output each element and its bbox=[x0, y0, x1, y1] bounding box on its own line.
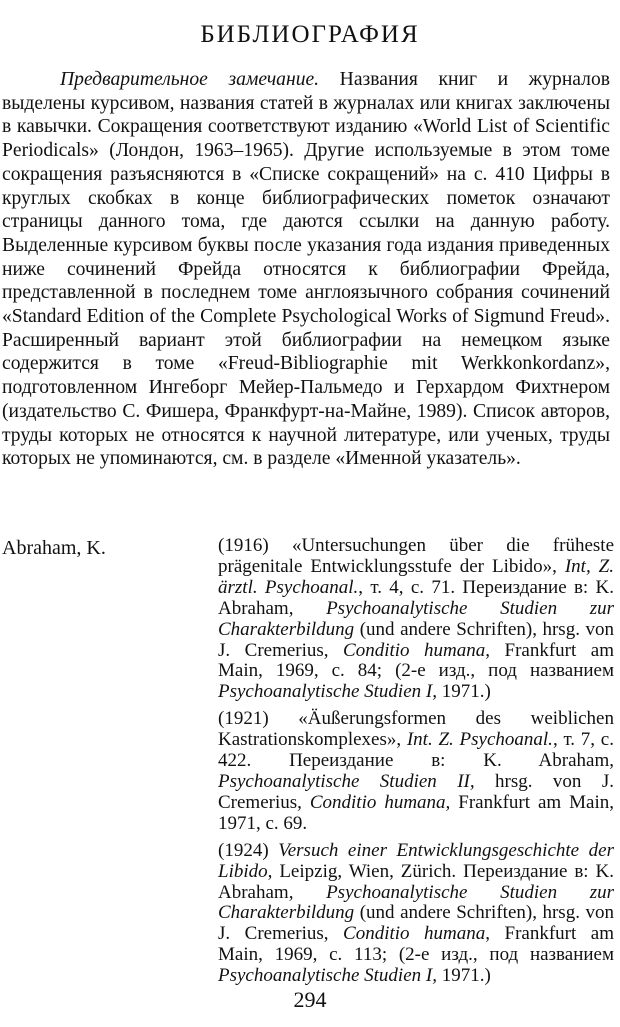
entry-text: , т. 7, с. 422. Переиздание в: K. Abraham, bbox=[218, 729, 614, 772]
entry-text: (und andere Schriften), hrsg. von J. Cremerius, bbox=[218, 618, 614, 661]
entry-text: (1921) «Äußerungsformen des weiblichen Kastrationskomplexes», bbox=[218, 708, 614, 751]
entry-italic: Psychoanalytische Studien II, bbox=[218, 770, 475, 792]
intro-text: Названия книг и журналов выделены курсивом, названия статей в журналах или книгах заключены в кавычки. Сокращения соответствуют изданию «World List of Scientific Periodicals» (Лондон, 1963–1965). Другие используемые в этом томе сокращения разъясняются в «Списке сокращений» на с. 410 Цифры в круглых скобках в конце библиографических пометок означают страницы данного тома, где даются ссылки на данную работу. Выделенные курсивом буквы после указания года издания приведенных ниже сочинений Фрейда относятся к библиографии Фрейда, представленной в последнем томе англоязычного собрания сочинений «Standard Edition of the Complete Psychological Works of Sigmund Freud». Расширенный вариант этой библиографии на немецком языке содержится в томе «Freud-Bibliographie mit Werkkonkordanz», подготовленном Ингеборг Мейер-Пальмедо и Герхардом Фихтнером (издательство С. Фишера, Франкфурт-на-Майне, 1989). Список авторов, труды которых не относятся к научной литературе, или ученых, труды которых не упоминаются, см. в разделе «Именной указатель». bbox=[2, 69, 610, 470]
entry-italic: Psychoanalytische Studien I, bbox=[218, 965, 437, 987]
entry-text: Frankfurt am Main, 1971, с. 69. bbox=[218, 791, 614, 834]
entry-text: , Frankfurt am Main, 1969, с. 113; (2-е изд., под названием bbox=[218, 923, 614, 966]
entry-text: 1971.) bbox=[436, 965, 491, 987]
bibliography-entry bbox=[218, 536, 614, 703]
bibliography-entry bbox=[218, 841, 614, 987]
entry-text: (1916) «Untersuchungen über die früheste prägenitale Entwicklungsstufe der Libido», bbox=[218, 535, 614, 577]
entry-text: 1971.) bbox=[436, 681, 491, 703]
entry-italic: Conditio humana, bbox=[309, 791, 451, 813]
entry-italic: Psychoanalytische Studien zur Charakterbildung bbox=[218, 597, 614, 640]
entry-text: (und andere Schriften), hrsg. von J. Cremerius, bbox=[218, 902, 614, 945]
entry-text: , т. 4, с. 71. Переиздание в: K. Abraham, bbox=[218, 576, 614, 619]
entry-text: hrsg. von J. Cremerius, bbox=[218, 770, 614, 813]
entry-italic: Conditio humana bbox=[343, 639, 486, 661]
bibliography-entry bbox=[218, 709, 614, 834]
entry-italic: Int. Z. Psychoanal. bbox=[406, 729, 553, 751]
intro-paragraph bbox=[2, 68, 610, 471]
entry-text: , Leipzig, Wien, Zürich. Переиздание в: K. Abraham, bbox=[218, 860, 614, 903]
page-title: БИБЛИОГРАФИЯ bbox=[200, 20, 420, 48]
entry-text: , Frankfurt am Main, 1969, с. 84; (2-е изд., под названием bbox=[218, 639, 614, 682]
page-number: 294 bbox=[293, 987, 327, 1012]
entry-italic: Conditio humana bbox=[343, 923, 486, 945]
entry-italic: Versuch einer Entwicklungsgeschichte der Libido bbox=[218, 839, 614, 882]
bibliography-entries bbox=[218, 536, 614, 993]
entry-text: (1924) bbox=[218, 839, 279, 861]
intro-lead: Предварительное замечание. bbox=[60, 69, 320, 90]
entry-italic: Psychoanalytische Studien I, bbox=[218, 681, 437, 703]
bibliography-author: Abraham, K. bbox=[2, 537, 106, 559]
entry-italic: Int, Z. ärztl. Psychoanal. bbox=[218, 555, 614, 598]
entry-italic: Psychoanalytische Studien zur Charakterbildung bbox=[218, 881, 614, 924]
